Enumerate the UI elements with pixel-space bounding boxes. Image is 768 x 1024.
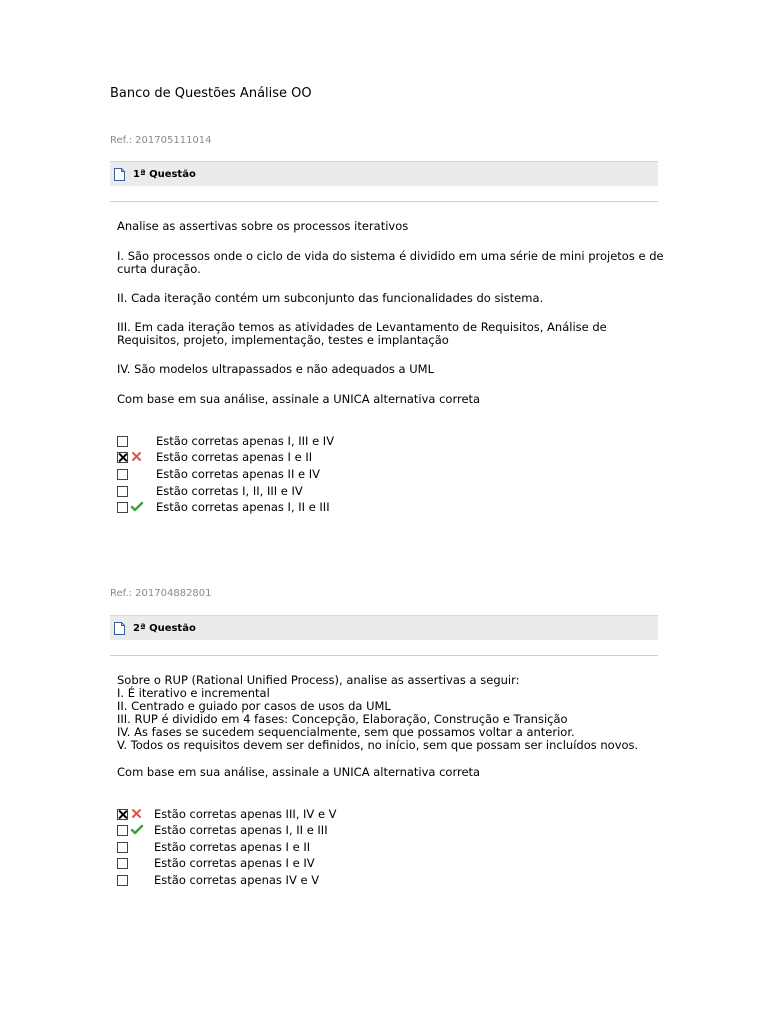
answer-label: Estão corretas apenas II e IV xyxy=(156,467,320,481)
check-icon xyxy=(130,824,144,836)
answer-option[interactable] xyxy=(117,450,312,464)
answer-option[interactable] xyxy=(117,484,303,498)
answer-label: Estão corretas apenas I e IV xyxy=(154,856,315,870)
question-ref: Ref.: 201705111014 xyxy=(110,135,212,146)
question-text: I. São processos onde o ciclo de vida do sistema é dividido em uma série de mini projetos e de curta duração. xyxy=(117,249,664,276)
answer-checkbox[interactable] xyxy=(117,858,128,869)
question-text: Analise as assertivas sobre os processos iterativos xyxy=(117,219,409,233)
answer-option[interactable] xyxy=(117,856,315,870)
answer-checkbox[interactable] xyxy=(117,875,128,886)
question-text: III. Em cada iteração temos as atividades de Levantamento de Requisitos, Análise de Requisitos, projeto, implementação, testes e implantação xyxy=(117,320,607,347)
answer-label: Estão corretas apenas I, II e III xyxy=(156,500,330,514)
answer-option[interactable] xyxy=(117,500,330,514)
answer-checkbox[interactable] xyxy=(117,842,128,853)
question-ref: Ref.: 201704882801 xyxy=(110,588,212,599)
answer-option[interactable] xyxy=(117,807,337,821)
x-icon xyxy=(130,451,144,463)
answer-label: Estão corretas apenas III, IV e V xyxy=(154,807,337,821)
answer-option[interactable] xyxy=(117,840,310,854)
answer-label: Estão corretas apenas I, III e IV xyxy=(156,434,335,448)
check-icon xyxy=(130,501,144,513)
answer-option[interactable] xyxy=(117,873,319,887)
answer-label: Estão corretas apenas IV e V xyxy=(154,873,320,887)
question-text: Sobre o RUP (Rational Unified Process), analise as assertivas a seguir: I. É iterativo e incremental II. Centrado e guiado por casos de usos da UML III. RUP é dividido em 4 fases: Concepção, Elaboração, Construção e Transição IV. As fases se sucedem sequencialmente, sem que possamos voltar a anterior. V. Todos os requisitos devem ser definidos, no início, sem que possam ser incluídos novos. xyxy=(117,673,639,752)
question-text: II. Cada iteração contém um subconjunto das funcionalidades do sistema. xyxy=(117,291,544,305)
answer-label: Estão corretas apenas I, II e III xyxy=(154,823,328,837)
answer-label: Estão corretas apenas I e II xyxy=(154,840,311,854)
answer-checkbox-checked[interactable] xyxy=(117,452,128,463)
divider xyxy=(110,655,658,656)
answer-label: Estão corretas apenas I e II xyxy=(156,450,313,464)
page-title: Banco de Questões Análise OO xyxy=(110,86,312,101)
question-text: Com base em sua análise, assinale a UNICA alternativa correta xyxy=(117,392,481,406)
question-text: Com base em sua análise, assinale a UNICA alternativa correta xyxy=(117,765,481,779)
answer-checkbox[interactable] xyxy=(117,436,128,447)
answer-option[interactable] xyxy=(117,467,320,481)
answer-checkbox-checked[interactable] xyxy=(117,809,128,820)
x-icon xyxy=(130,808,144,820)
answer-checkbox[interactable] xyxy=(117,502,128,513)
document-icon xyxy=(114,168,125,181)
answer-option[interactable] xyxy=(117,823,328,837)
document-icon xyxy=(114,622,125,635)
question-text: IV. São modelos ultrapassados e não adequados a UML xyxy=(117,362,434,376)
answer-checkbox[interactable] xyxy=(117,469,128,480)
answer-checkbox[interactable] xyxy=(117,825,128,836)
question-header xyxy=(110,161,658,186)
answer-label: Estão corretas I, II, III e IV xyxy=(156,484,303,498)
question-label: 1ª Questão xyxy=(133,168,196,180)
question-label: 2ª Questão xyxy=(133,622,196,634)
answer-option[interactable] xyxy=(117,434,334,448)
question-header xyxy=(110,615,658,640)
answer-checkbox[interactable] xyxy=(117,486,128,497)
divider xyxy=(110,201,658,202)
